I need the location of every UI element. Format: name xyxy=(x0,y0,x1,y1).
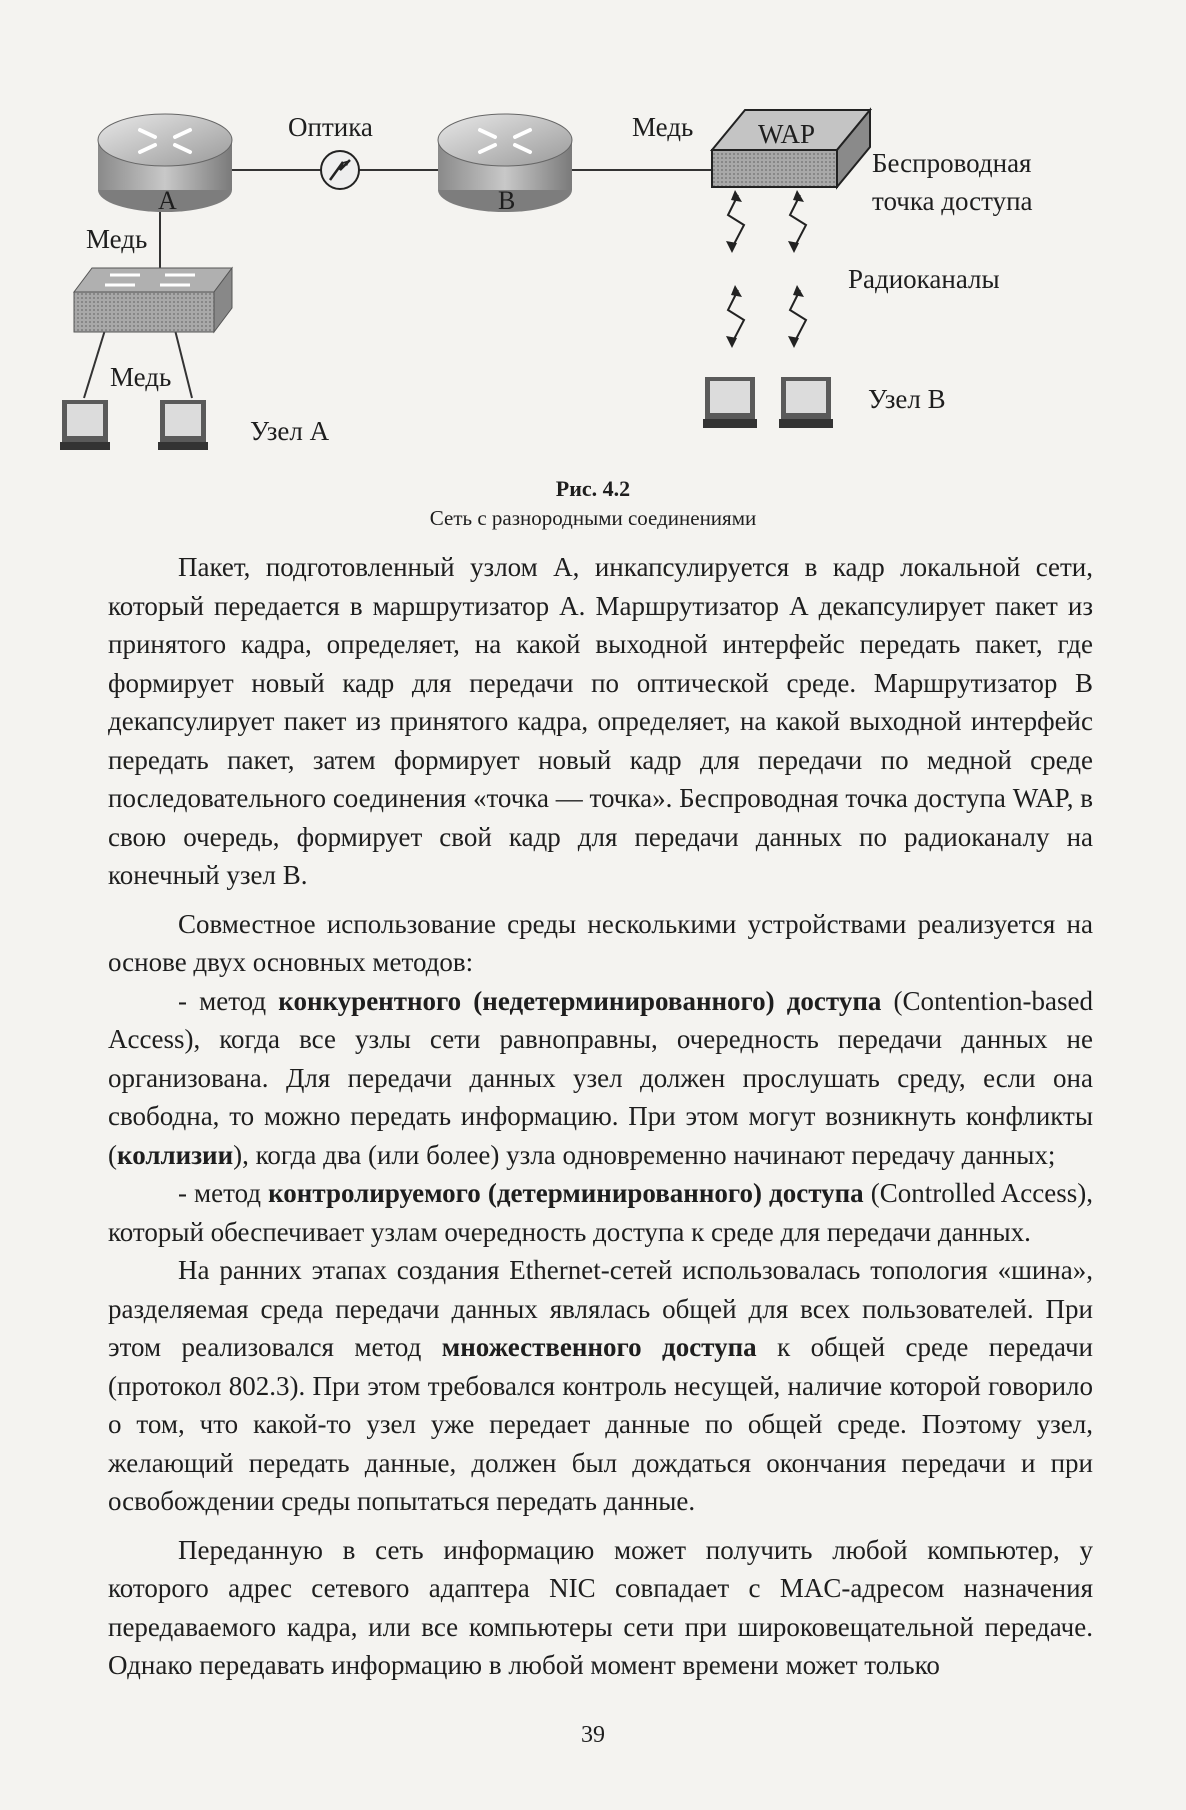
radio-arrow-icon xyxy=(790,195,806,248)
figure-caption-number: Рис. 4.2 xyxy=(555,476,631,501)
text-run: (Contention-based Access), когда все узлы сети равноправны, очередность передачи данных не организована. Для передачи данных узел должен прослушать среду, если она свободна, то можно передать информацию. При этом могут возникнуть конфликты ( xyxy=(108,985,1093,1170)
radio-arrow-icon xyxy=(728,290,744,343)
label-node-a: Узел А xyxy=(250,416,330,446)
label-copper-bottom: Медь xyxy=(110,362,172,392)
node-a-computer-2 xyxy=(158,400,208,450)
bold-term: множественного доступа xyxy=(441,1332,757,1362)
radio-arrow-icon xyxy=(728,195,744,248)
text-run: к общей среде передачи (протокол 802.3). При этом требовался контроль несущей, наличие которой говорило о том, что какой-то узел уже передает данные по общей среде. Поэтому узел, желающий передать данные, должен был дождаться окончания передачи и при освобождении среды попытаться передать данные. xyxy=(108,1332,1093,1516)
text-run: На ранних этапах создания Ethernet-сетей использовалась топология «шина», разделяемая среда передачи данных являлась общей для всех пользователей. При этом реализовался метод xyxy=(108,1255,1093,1362)
radio-links xyxy=(728,195,806,343)
label-wap-desc-2: точка доступа xyxy=(872,186,1033,216)
router-b xyxy=(438,114,572,215)
bold-term: конкурентного (недетерминированного) доступа xyxy=(278,985,882,1016)
router-b-label: В xyxy=(498,186,516,215)
list-item xyxy=(108,1174,1093,1251)
optic-converter-icon xyxy=(321,151,359,189)
copper-link-switch-pc2 xyxy=(175,330,192,398)
label-node-b: Узел В xyxy=(868,384,946,414)
list-item xyxy=(108,982,1093,1175)
label-copper-top: Медь xyxy=(632,112,694,142)
text-run: - метод xyxy=(178,985,279,1016)
label-optics: Оптика xyxy=(288,112,373,142)
router-a xyxy=(98,114,232,215)
label-copper-left: Медь xyxy=(86,224,148,254)
router-a-label: А xyxy=(158,186,177,215)
text-run: (Controlled Access), который обеспечивает узлам очередность доступа к среде для передачи данных. xyxy=(108,1178,1093,1247)
text-run: ), когда два (или более) узла одновременно начинают передачу данных; xyxy=(233,1139,1056,1170)
radio-arrow-icon xyxy=(790,290,806,343)
text-run: Пакет, подготовленный узлом А, инкапсулируется в кадр локальной сети, который передается в маршрутизатор А. Маршрутизатор А декапсулирует пакет из принятого кадра, определяет, на какой выходной интерфейс передать пакет, где формирует новый кадр для передачи по оптической среде. Маршрутизатор В декапсулирует пакет из принятого кадра, определяет, на какой выходной интерфейс передать пакет, затем формирует новый кадр для передачи по медной среде последовательного соединения «точка — точка». Беспроводная точка доступа WAP, в свою очередь, формирует свой кадр для передачи данных по радиоканалу на конечный узел В. xyxy=(108,552,1093,890)
label-wap-desc-1: Беспроводная xyxy=(872,148,1032,178)
wap-label: WAP xyxy=(758,119,816,149)
wap-device xyxy=(712,110,870,187)
text-run: Совместное использование среды несколькими устройствами реализуется на основе двух основных методов: xyxy=(108,908,1093,977)
bold-term: контролируемого (детерминированного) доступа xyxy=(268,1178,864,1208)
paragraph xyxy=(108,1251,1093,1521)
paragraph xyxy=(108,1531,1093,1685)
copper-link-switch-pc1 xyxy=(84,330,105,398)
node-b-computer-2 xyxy=(779,377,833,428)
figure-caption-text: Сеть с разнородными соединениями xyxy=(429,506,757,530)
node-b-computer-1 xyxy=(703,377,757,428)
bold-term: коллизии xyxy=(117,1139,234,1170)
node-a-computer-1 xyxy=(60,400,110,450)
switch xyxy=(74,268,232,332)
body-text xyxy=(108,548,1093,1685)
label-radio: Радиоканалы xyxy=(848,264,1000,294)
network-diagram xyxy=(0,0,1186,470)
paragraph xyxy=(108,905,1093,982)
paragraph xyxy=(108,548,1093,895)
text-run: - метод xyxy=(178,1178,269,1208)
page-number: 39 xyxy=(581,1722,605,1748)
text-run: Переданную в сеть информацию может получить любой компьютер, у которого адрес сетевого адаптера NIC совпадает с MAC-адресом назначения передаваемого кадра, или все компьютеры сети при широковещательной передаче. Однако передавать информацию в любой момент времени может только xyxy=(108,1534,1093,1680)
